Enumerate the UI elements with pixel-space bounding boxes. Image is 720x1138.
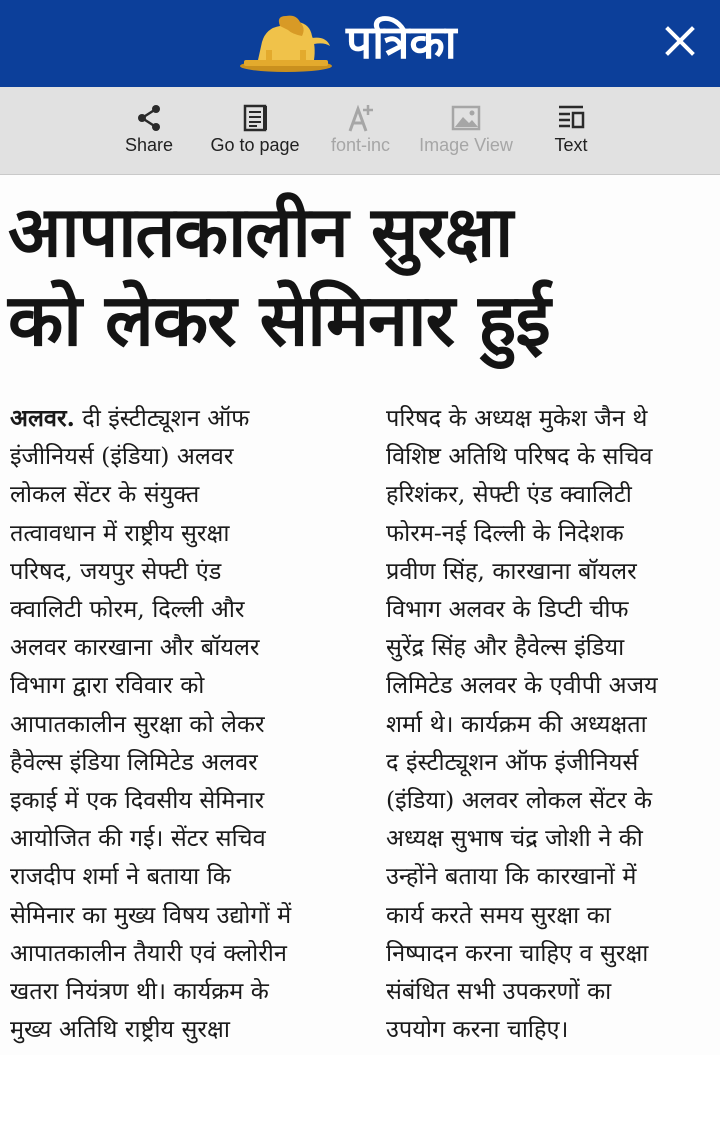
text-view-button[interactable] [536,87,606,174]
article-first-line [10,399,352,437]
brand-name: पत्रिका [346,15,457,69]
article-line: दी इंस्टीट्यूशन ऑफ [74,404,250,432]
font-increase-button[interactable] [318,87,403,174]
article-line: शर्मा थे। कार्यक्रम की अध्यक्षता [386,709,647,738]
article-line: निष्पादन करना चाहिए व सुरक्षा [386,938,649,967]
image-view-button[interactable] [412,87,520,174]
article-line: तत्वावधान में राष्ट्रीय सुरक्षा [10,518,230,547]
article-line: परिषद के अध्यक्ष मुकेश जैन थे [386,404,648,432]
top-app-bar [0,0,720,87]
article-line: विशिष्ट अतिथि परिषद के सचिव [386,442,653,471]
go-to-page-button[interactable] [205,87,305,174]
headline-line-2: को लेकर सेमिनार हुई [8,278,550,362]
article-column-right [386,399,720,1048]
article-line: कार्य करते समय सुरक्षा का [386,900,611,929]
close-button[interactable] [656,20,704,64]
article-line: आयोजित की गई। सेंटर सचिव [10,824,266,853]
article-line: आपातकालीन सुरक्षा को लेकर [10,709,265,738]
article-line: विभाग अलवर के डिप्टी चीफ [386,595,629,624]
article-line: उपयोग करना चाहिए। [386,1015,569,1044]
article-line: हैवेल्स इंडिया लिमिटेड अलवर [10,747,258,776]
reader-toolbar [0,87,720,175]
go-to-page-label: Go to page [210,135,300,155]
article-line: द इंस्टीट्यूशन ऑफ इंजीनियर्स [386,747,639,776]
font-increase-icon [346,103,376,133]
share-icon [134,103,164,133]
text-view-label: Text [554,135,588,155]
article-line: क्वालिटी फोरम, दिल्ली और [10,595,245,624]
article-line: परिषद, जयपुर सेफ्टी एंड [10,556,222,585]
article-line: इकाई में एक दिवसीय सेमिनार [10,786,265,815]
close-icon [656,20,704,64]
image-view-label: Image View [419,135,513,155]
font-increase-label: font-inc [330,135,391,155]
share-button[interactable] [109,87,189,174]
article-line: (इंडिया) अलवर लोकल सेंटर के [386,786,653,815]
article-line: लोकल सेंटर के संयुक्त [10,480,200,509]
lion-emblem-icon [236,12,336,74]
article-line: सुरेंद्र सिंह और हैवेल्स इंडिया [386,633,625,662]
article-line: इंजीनियर्स (इंडिया) अलवर [10,442,234,471]
article-column-left [10,399,352,1048]
article-line: फोरम-नई दिल्ली के निदेशक [386,518,624,547]
article-line: संबंधित सभी उपकरणों का [386,977,612,1006]
article-line: आपातकालीन तैयारी एवं क्लोरीन [10,938,287,967]
brand-logo[interactable] [236,12,496,74]
article-line: अध्यक्ष सुभाष चंद्र जोशी ने की [386,824,643,853]
article-line: उन्होंने बताया कि कारखानों में [386,862,637,891]
article-line: सेमिनार का मुख्य विषय उद्योगों में [10,900,292,929]
article-line: प्रवीण सिंह, कारखाना बॉयलर [386,556,637,585]
share-label: Share [124,135,174,155]
article-line: विभाग द्वारा रविवार को [10,671,205,700]
text-view-icon [556,103,586,133]
article-line: अलवर कारखाना और बॉयलर [10,633,260,662]
article-line: मुख्य अतिथि राष्ट्रीय सुरक्षा [10,1015,230,1044]
article-line: राजदीप शर्मा ने बताया कि [10,862,231,891]
article-line: हरिशंकर, सेफ्टी एंड क्वालिटी [386,480,632,509]
image-icon [451,103,481,133]
news-clipping [0,175,720,1055]
dateline: अलवर. [10,404,75,432]
article-line: लिमिटेड अलवर के एवीपी अजय [386,671,658,700]
article-line: खतरा नियंत्रण थी। कार्यक्रम के [10,977,269,1006]
headline-line-1: आपातकालीन सुरक्षा [8,191,513,273]
page-icon [240,103,270,133]
